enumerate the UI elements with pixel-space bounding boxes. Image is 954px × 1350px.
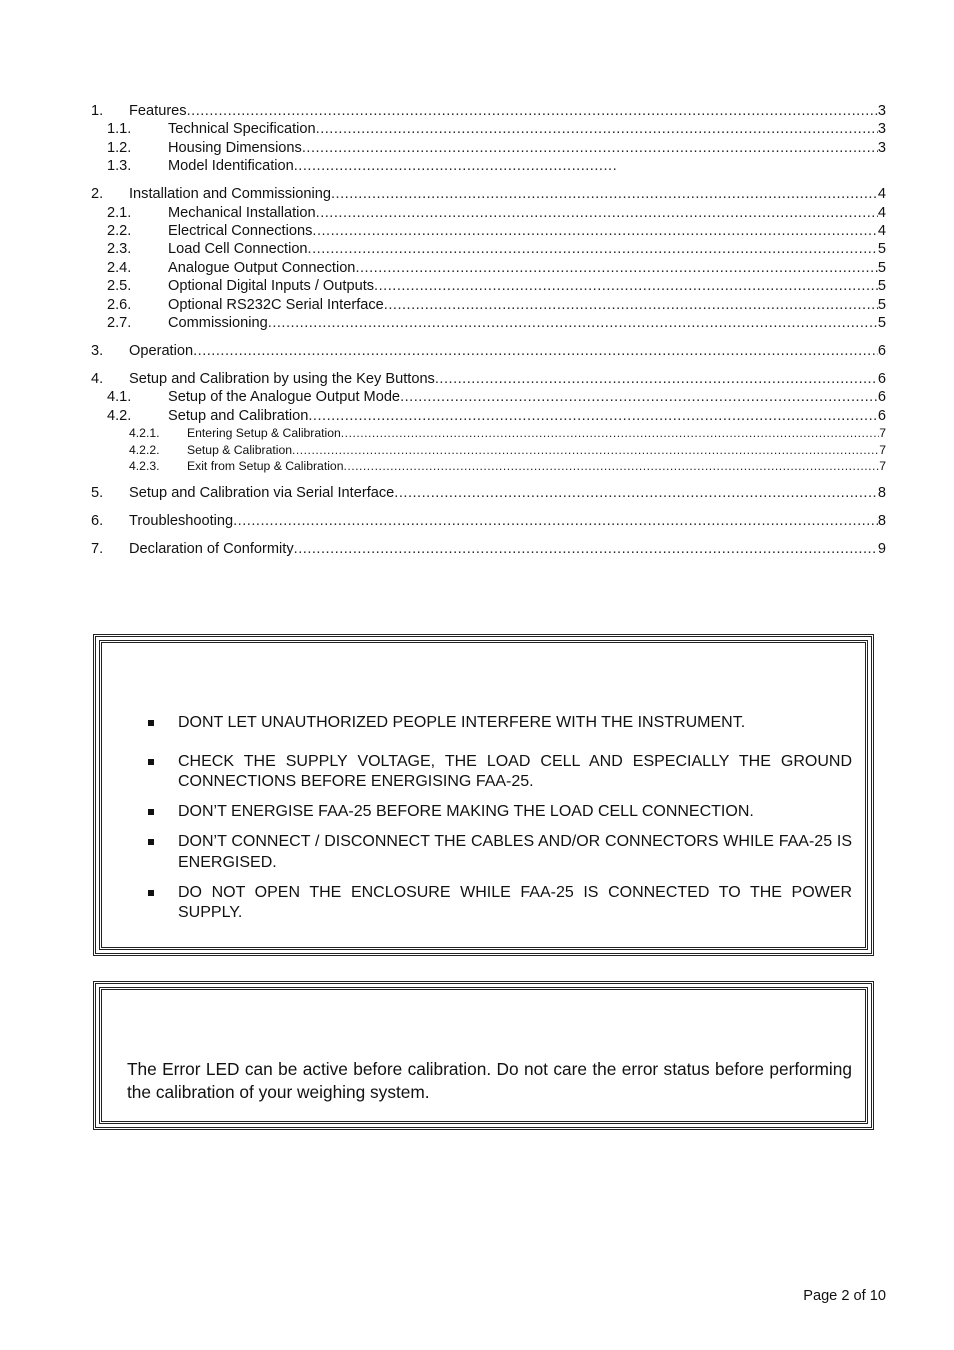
toc-entry[interactable] (91, 540, 886, 558)
note-box-inner (99, 987, 868, 1124)
toc-entry-page: 7 (879, 442, 886, 457)
toc-entry-number: 2.5. (107, 278, 132, 295)
toc-entry[interactable] (91, 512, 886, 530)
toc-entry[interactable] (91, 259, 886, 277)
toc-entry[interactable] (91, 277, 886, 295)
toc-entry[interactable] (91, 484, 886, 502)
toc-entry-number: 2.1. (107, 204, 132, 221)
toc-entry-page: 6 (877, 370, 886, 387)
toc-dot-leader (316, 204, 878, 222)
square-bullet-icon (148, 720, 154, 726)
toc-dot-leader (292, 442, 879, 459)
toc-entry-page: 6 (877, 407, 886, 424)
warning-item (144, 752, 852, 793)
toc-entry-title: Model Identification (168, 158, 294, 175)
toc-entry-number: 1.2. (107, 139, 132, 156)
toc-entry-title: Setup and Calibration (168, 407, 309, 424)
toc-entry-title: Analogue Output Connection (168, 259, 356, 276)
warning-text: CHECK THE SUPPLY VOLTAGE, THE LOAD CELL AND ESPECIALLY THE GROUND CONNECTIONS BEFORE ENERGISING FAA-25. (178, 752, 852, 790)
toc-dot-leader (374, 277, 878, 295)
toc-entry-number: 6. (91, 513, 104, 530)
toc-entry-title: Setup and Calibration via Serial Interface (129, 485, 395, 502)
toc-entry-number: 2.7. (107, 314, 132, 331)
square-bullet-icon (148, 890, 154, 896)
toc-dot-leader (341, 425, 879, 442)
toc-entry-title: Declaration of Conformity (129, 541, 294, 558)
toc-dot-leader (302, 139, 878, 157)
toc-entry-page: 6 (877, 342, 886, 359)
toc-entry-page: 5 (877, 314, 886, 331)
toc-dot-leader (308, 407, 878, 425)
toc-dot-leader (435, 370, 878, 388)
toc-dot-leader (400, 388, 878, 406)
toc-entry-title: Commissioning (168, 314, 268, 331)
toc-entry-page: 4 (877, 204, 886, 221)
toc-entry[interactable] (91, 102, 886, 120)
square-bullet-icon (148, 759, 154, 765)
toc-entry[interactable] (91, 139, 886, 157)
toc-dot-leader (343, 458, 879, 475)
warning-text: DON’T CONNECT / DISCONNECT THE CABLES AND/OR CONNECTORS WHILE FAA-25 IS ENERGISED. (178, 833, 852, 871)
warning-text: DON’T ENERGISE FAA-25 BEFORE MAKING THE LOAD CELL CONNECTION. (178, 803, 754, 820)
toc-entry-number: 4.1. (107, 389, 132, 406)
toc-entry[interactable] (91, 296, 886, 314)
toc-entry[interactable] (91, 425, 886, 442)
warning-text: DONT LET UNAUTHORIZED PEOPLE INTERFERE WITH THE INSTRUMENT. (178, 714, 746, 731)
toc-entry-page: 6 (877, 389, 886, 406)
toc-entry-title: Technical Specification (168, 121, 316, 138)
toc-entry-page: 5 (877, 296, 886, 313)
toc-entry-page: 5 (877, 259, 886, 276)
toc-dot-leader (233, 512, 878, 530)
warning-item (144, 802, 852, 823)
toc-entry-title: Setup and Calibration by using the Key Buttons (129, 370, 435, 387)
toc-entry-page: 3 (877, 121, 886, 138)
toc-dot-leader (294, 157, 616, 175)
toc-entry[interactable] (91, 407, 886, 425)
toc-entry-number: 2.2. (107, 222, 132, 239)
toc-entry-page: 5 (877, 278, 886, 295)
toc-entry[interactable] (91, 185, 886, 203)
note-text: The Error LED can be active before calibration. Do not care the error status before performing the calibration of your weighing system. (127, 1059, 852, 1102)
toc-entry-title: Features (129, 103, 187, 119)
warning-box (93, 634, 874, 956)
toc-entry-number: 5. (91, 485, 104, 502)
toc-entry[interactable] (91, 222, 886, 240)
toc-entry-page: 8 (877, 513, 886, 530)
toc-entry-number: 4.2. (107, 407, 132, 424)
toc-entry[interactable] (91, 314, 886, 332)
toc-dot-leader (331, 185, 878, 203)
warning-item (144, 883, 852, 924)
toc-entry-title: Troubleshooting (129, 513, 234, 530)
toc-entry[interactable] (91, 388, 886, 406)
toc-entry[interactable] (91, 157, 886, 175)
toc-dot-leader (394, 484, 878, 502)
toc-entry-number: 4.2.3. (129, 459, 160, 474)
toc-dot-leader (384, 296, 878, 314)
toc-dot-leader (193, 342, 878, 360)
toc-entry-title: Mechanical Installation (168, 204, 316, 221)
toc-dot-leader (355, 259, 877, 277)
toc-entry-number: 4.2.1. (129, 426, 160, 441)
toc-entry-title: Setup & Calibration (187, 442, 293, 457)
toc-entry[interactable] (91, 120, 886, 138)
warning-list (144, 713, 852, 933)
toc-entry-page: 3 (877, 103, 886, 119)
warning-box-inner (99, 640, 868, 950)
toc-entry-title: Exit from Setup & Calibration (187, 459, 344, 474)
toc-entry-page: 7 (879, 426, 886, 441)
toc-entry[interactable] (91, 370, 886, 388)
toc-entry-title: Operation (129, 342, 194, 359)
toc-entry-number: 7. (91, 541, 104, 558)
toc-entry-page: 3 (877, 139, 886, 156)
page-number: Page 2 of 10 (803, 1288, 886, 1304)
toc-entry[interactable] (91, 342, 886, 360)
toc-entry-page: 8 (877, 485, 886, 502)
toc-entry-title: Setup of the Analogue Output Mode (168, 389, 401, 406)
toc-entry-page: 4 (877, 186, 886, 203)
warning-item (144, 713, 852, 734)
square-bullet-icon (148, 809, 154, 815)
toc-dot-leader (312, 222, 877, 240)
toc-entry-number: 2.3. (107, 241, 132, 258)
toc-entry-title: Installation and Commissioning (129, 186, 331, 203)
toc-entry-number: 4. (91, 370, 104, 387)
toc-entry-number: 2. (91, 186, 104, 203)
toc-entry-number: 4.2.2. (129, 442, 160, 457)
toc-entry-title: Housing Dimensions (168, 139, 302, 156)
toc-entry-number: 1. (91, 103, 104, 119)
toc-dot-leader (187, 102, 878, 120)
toc-entry-number: 2.6. (107, 296, 132, 313)
toc-dot-leader (294, 540, 878, 558)
note-box (93, 981, 874, 1130)
toc-entry[interactable] (91, 204, 886, 222)
square-bullet-icon (148, 839, 154, 845)
toc-entry-title: Optional Digital Inputs / Outputs (168, 278, 375, 295)
toc-entry-number: 3. (91, 342, 104, 359)
table-of-contents (91, 102, 886, 559)
toc-entry-title: Entering Setup & Calibration (187, 426, 341, 441)
toc-entry-page: 4 (877, 222, 886, 239)
toc-dot-leader (316, 120, 878, 138)
warning-item (144, 832, 852, 873)
toc-entry-number: 1.1. (107, 121, 132, 138)
toc-dot-leader (308, 240, 878, 258)
toc-entry-page: 9 (877, 541, 886, 558)
toc-entry-title: Optional RS232C Serial Interface (168, 296, 384, 313)
toc-entry-title: Electrical Connections (168, 222, 313, 239)
toc-dot-leader (268, 314, 878, 332)
toc-entry[interactable] (91, 240, 886, 258)
toc-entry[interactable] (91, 442, 886, 459)
warning-text: DO NOT OPEN THE ENCLOSURE WHILE FAA-25 IS CONNECTED TO THE POWER SUPPLY. (178, 883, 852, 921)
toc-entry-number: 1.3. (107, 158, 132, 175)
toc-entry-page: 7 (879, 459, 886, 474)
toc-entry-page: 5 (877, 241, 886, 258)
toc-entry[interactable] (91, 458, 886, 475)
toc-entry-number: 2.4. (107, 259, 132, 276)
toc-entry-title: Load Cell Connection (168, 241, 308, 258)
